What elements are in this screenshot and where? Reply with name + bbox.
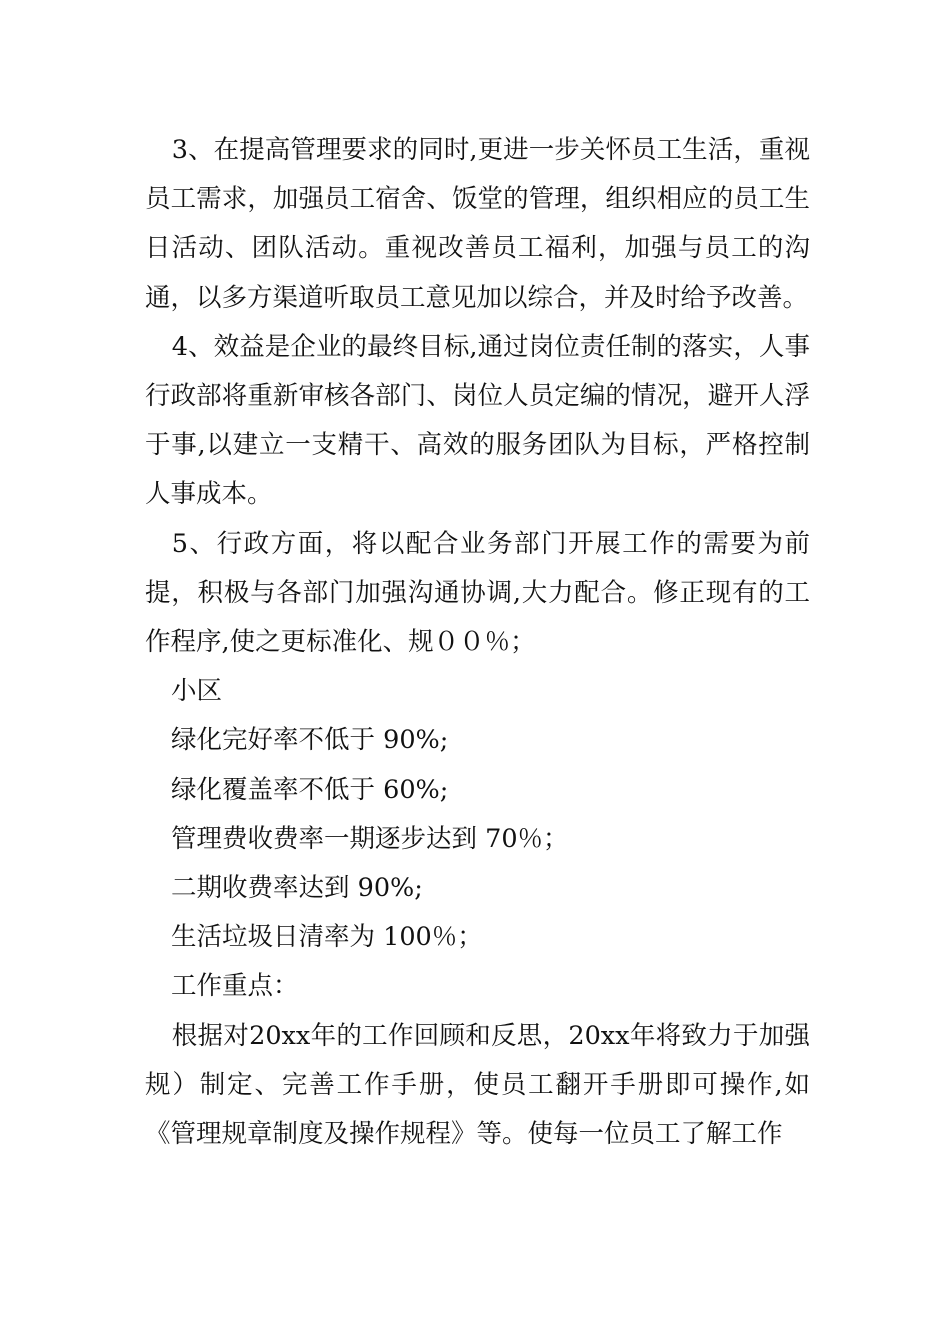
document-body (145, 126, 810, 1159)
paragraph-final: 根据对20xx年的工作回顾和反思，20xx年将致力于加强规）制定、完善工作手册，使员工翻开手册即可操作,如《管理规章制度及操作规程》等。使每一位员工了解工作 (145, 1020, 810, 1150)
line-greening-intact-rate: 绿化完好率不低于 90%; (171, 725, 449, 756)
line-fee-collection-phase-one: 管理费收费率一期逐步达到 70％； (171, 823, 569, 854)
line-fee-collection-phase-two: 二期收费率达到 90%; (171, 873, 423, 904)
paragraph-5: 5、行政方面，将以配合业务部门开展工作的需要为前提，积极与各部门加强沟通协调,大力配合。修正现有的工作程序,使之更标准化、规００％； (145, 528, 810, 658)
line-community: 小区 (171, 676, 223, 707)
paragraph-3: 3、在提高管理要求的同时,更进一步关怀员工生活，重视员工需求，加强员工宿舍、饭堂的管理，组织相应的员工生日活动、团队活动。重视改善员工福利，加强与员工的沟通，以多方渠道听取员工意见加以综合，并及时给予改善。 (145, 135, 810, 313)
paragraph-4: 4、效益是企业的最终目标,通过岗位责任制的落实，人事行政部将重新审核各部门、岗位人员定编的情况，避开人浮于事,以建立一支精干、高效的服务团队为目标，严格控制人事成本。 (145, 331, 810, 510)
line-work-focus-heading: 工作重点： (171, 971, 299, 1002)
line-greening-coverage-rate: 绿化覆盖率不低于 60%; (171, 774, 449, 805)
line-garbage-clearance-rate: 生活垃圾日清率为 100％； (171, 922, 483, 953)
